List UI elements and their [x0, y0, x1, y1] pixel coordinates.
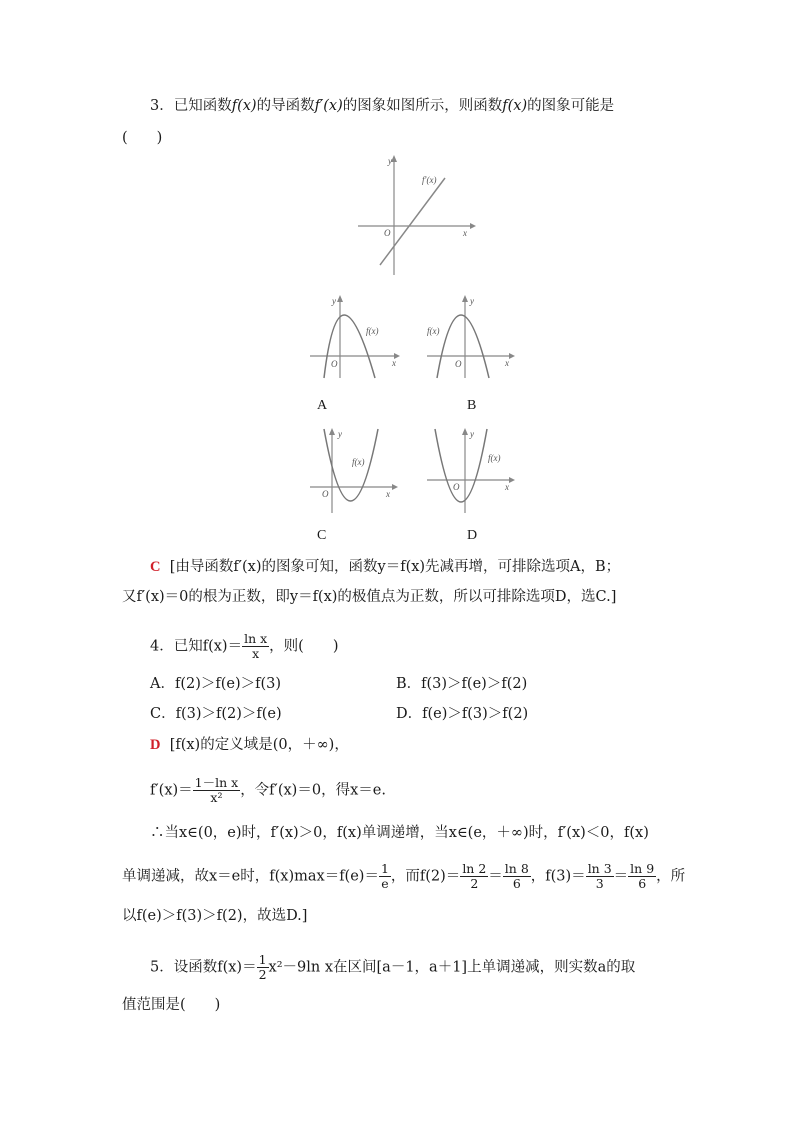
- main-origin-label: O: [384, 228, 391, 238]
- svg-text:f(x): f(x): [366, 326, 379, 336]
- q4-option-c: C．f(3)＞f(2)＞f(e): [150, 706, 282, 722]
- svg-text:y: y: [470, 296, 474, 306]
- q3-fx: f(x): [231, 98, 257, 114]
- svg-text:O: O: [455, 359, 462, 369]
- svg-text:x: x: [505, 358, 509, 368]
- q5-stem-line2: 值范围是( ): [122, 997, 221, 1013]
- svg-text:f(x): f(x): [427, 326, 440, 336]
- q3-paren: ( ): [122, 130, 163, 146]
- q4-option-b: B．f(3)＞f(e)＞f(2): [396, 676, 528, 692]
- q4-option-d: D．f(e)＞f(3)＞f(2): [396, 706, 529, 722]
- q3-option-c-graph: [308, 425, 403, 519]
- q3-option-d-label: D: [467, 528, 478, 543]
- main-x-arrow: [470, 223, 476, 229]
- q4-solution-line5: 以f(e)＞f(3)＞f(2)，故选D.]: [122, 908, 308, 924]
- q3-stem-post: 的图象可能是: [527, 98, 615, 114]
- q3-option-d-graph: [425, 425, 520, 519]
- q3-main-graph: [350, 150, 480, 284]
- main-curve-label: f′(x): [422, 175, 437, 185]
- svg-text:x: x: [386, 489, 390, 499]
- svg-text:O: O: [453, 482, 460, 492]
- q3-solution-line2: 又f′(x)＝0的根为正数，即y＝f(x)的极值点为正数，所以可排除选项D，选C.]: [122, 589, 617, 605]
- q4-solution-line3: ∴当x∈(0，e)时，f′(x)＞0，f(x)单调递增，当x∈(e，＋∞)时，f′(x)＜0，f(x): [150, 825, 649, 841]
- q3-fx-2: f(x): [502, 98, 528, 114]
- svg-text:x: x: [392, 358, 396, 368]
- q3-stem-mid1: 的导函数: [256, 98, 315, 114]
- svg-text:y: y: [332, 296, 336, 306]
- q4-derivative-fraction: $\frac{\text{1－ln x}}{\text{x²}}$: [194, 775, 239, 805]
- svg-text:O: O: [322, 489, 329, 499]
- q4-fraction: $\frac{\text{ln x}}{x}$: [244, 631, 268, 661]
- q3-option-b-graph: [425, 292, 520, 386]
- q4-option-a: A．f(2)＞f(e)＞f(3): [150, 676, 282, 692]
- svg-text:f(x): f(x): [352, 457, 365, 467]
- main-derivative-line: [380, 178, 445, 265]
- q4-stem: 4．已知f(x)＝ $\frac{\text{ln x}}{x}$ ，则( ): [150, 631, 339, 661]
- svg-text:y: y: [470, 429, 474, 439]
- option-b-curve: [437, 315, 489, 378]
- q5-fraction: $\frac{1}{2}$: [258, 952, 267, 982]
- svg-text:x: x: [505, 482, 509, 492]
- q3-option-c-label: C: [317, 528, 327, 543]
- q3-stem-mid2: 的图象如图所示，则函数: [342, 98, 503, 114]
- q3-stem: [150, 96, 614, 116]
- svg-text:f(x): f(x): [488, 453, 501, 463]
- q3-answer: C: [150, 559, 161, 575]
- q4-solution-line1: D [f(x)的定义域是(0，＋∞)，: [150, 737, 349, 753]
- q3-option-b-label: B: [467, 398, 477, 413]
- option-d-curve: [435, 429, 487, 502]
- q3-fpx: f′(x): [314, 98, 343, 114]
- q3-solution-line1: C [由导函数f′(x)的图象可知，函数y＝f(x)先减再增，可排除选项A，B；: [150, 559, 621, 575]
- q3-option-a-graph: [308, 292, 403, 386]
- q4-solution-line2: f′(x)＝ $\frac{\text{1－ln x}}{\text{x²}}$ ，令f′(x)＝0，得x＝e.: [150, 775, 386, 805]
- q4-answer: D: [150, 737, 161, 753]
- q4-solution-line4: 单调递减，故x＝e时，f(x)max＝f(e)＝ $\frac{1}{e}$ ，而f(2)＝ $\frac{\ln 2}{2}$ ＝ $\frac{\ln 8}{6}$ ，f(3)＝ $\frac{\ln 3}{3}$ ＝ $\frac{\ln 9}{6}$ ，所: [122, 861, 686, 891]
- main-x-label: x: [463, 228, 467, 238]
- svg-text:y: y: [338, 429, 342, 439]
- svg-text:O: O: [331, 359, 338, 369]
- q5-stem: 5．设函数f(x)＝ $\frac{1}{2}$ x²－9ln x在区间[a－1，a＋1]上单调递减，则实数a的取: [150, 952, 636, 982]
- main-y-label: y: [388, 156, 392, 166]
- q3-stem-pre: 3．已知函数: [150, 98, 232, 114]
- q3-option-a-label: A: [317, 398, 328, 413]
